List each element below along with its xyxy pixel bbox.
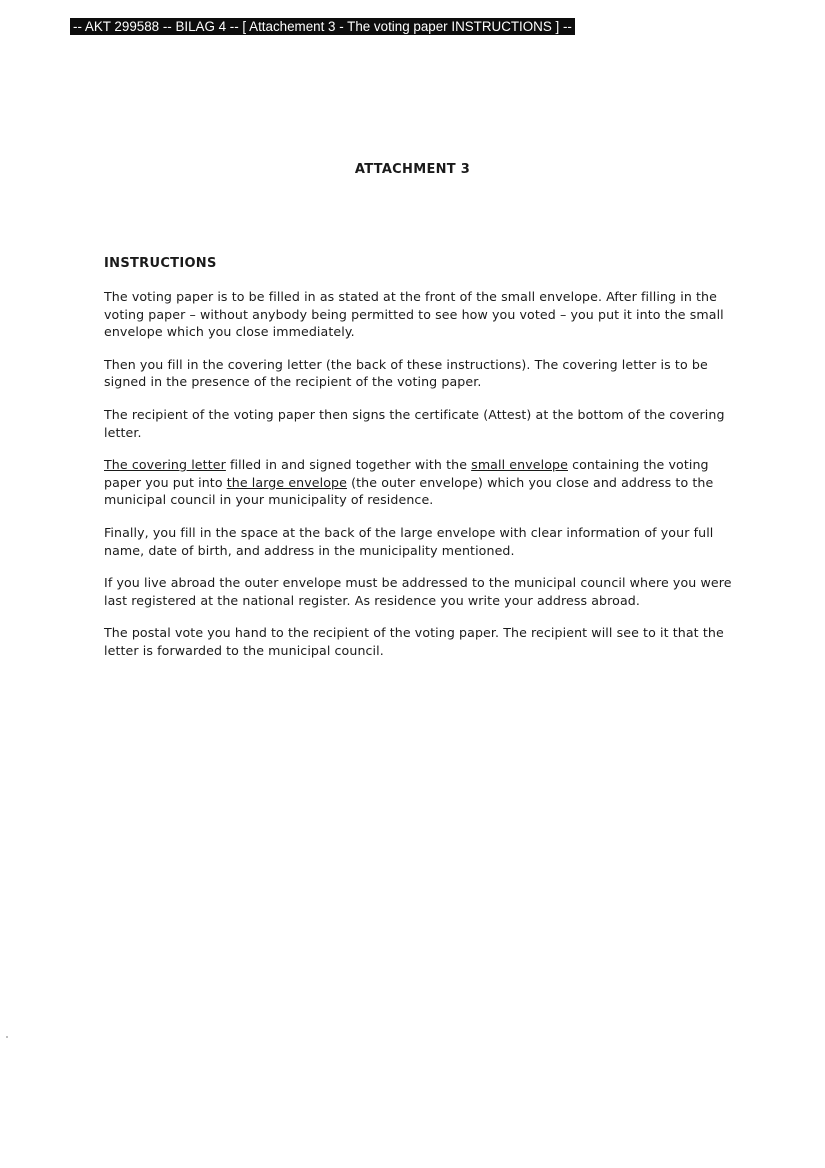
underlined-small-envelope: small envelope [471,457,568,473]
paragraph-large-envelope-info: Finally, you fill in the space at the back of the large envelope with clear information of your full name, date of birth, and address in the municipality mentioned. [104,524,714,558]
paragraph-voting-paper: The voting paper is to be filled in as stated at the front of the small envelope. After filling in the voting paper – without anybody being permitted to see how you voted – you put it into the small envelope which you close immediately. [104,289,724,340]
paragraph-living-abroad: If you live abroad the outer envelope must be addressed to the municipal council where you were last registered at the national register. As residence you write your address abroad. [104,575,732,608]
underlined-large-envelope: the large envelope [226,474,348,490]
section-heading-instructions: INSTRUCTIONS [104,256,217,271]
paragraph-envelopes [104,456,744,509]
paragraph-postal-vote: The postal vote you hand to the recipient of the voting paper. The recipient will see to it that the letter is forwarded to the municipal council. [104,625,724,658]
document-reference-stamp: -- AKT 299588 -- BILAG 4 -- [ Attachement 3 - The voting paper INSTRUCTIONS ] -- [70,18,575,35]
paragraph-envelopes-text-1: filled in and signed together with the [225,457,472,473]
scan-speck [6,1036,8,1038]
underlined-covering-letter: The covering letter [104,457,226,473]
paragraph-recipient-signs: The recipient of the voting paper then signs the certificate (Attest) at the bottom of the covering letter. [104,406,725,440]
paragraph-envelopes-text-2: containing the voting paper you put into [104,457,709,490]
paragraph-envelopes-text-3: (the outer envelope) which you close and address to the municipal council in your municipality of residence. [104,474,714,508]
instructions-body [104,288,744,675]
paragraph-covering-letter: Then you fill in the covering letter (the back of these instructions). The covering letter is to be signed in the presence of the recipient of the voting paper. [104,356,708,390]
page-title: ATTACHMENT 3 [354,162,471,177]
